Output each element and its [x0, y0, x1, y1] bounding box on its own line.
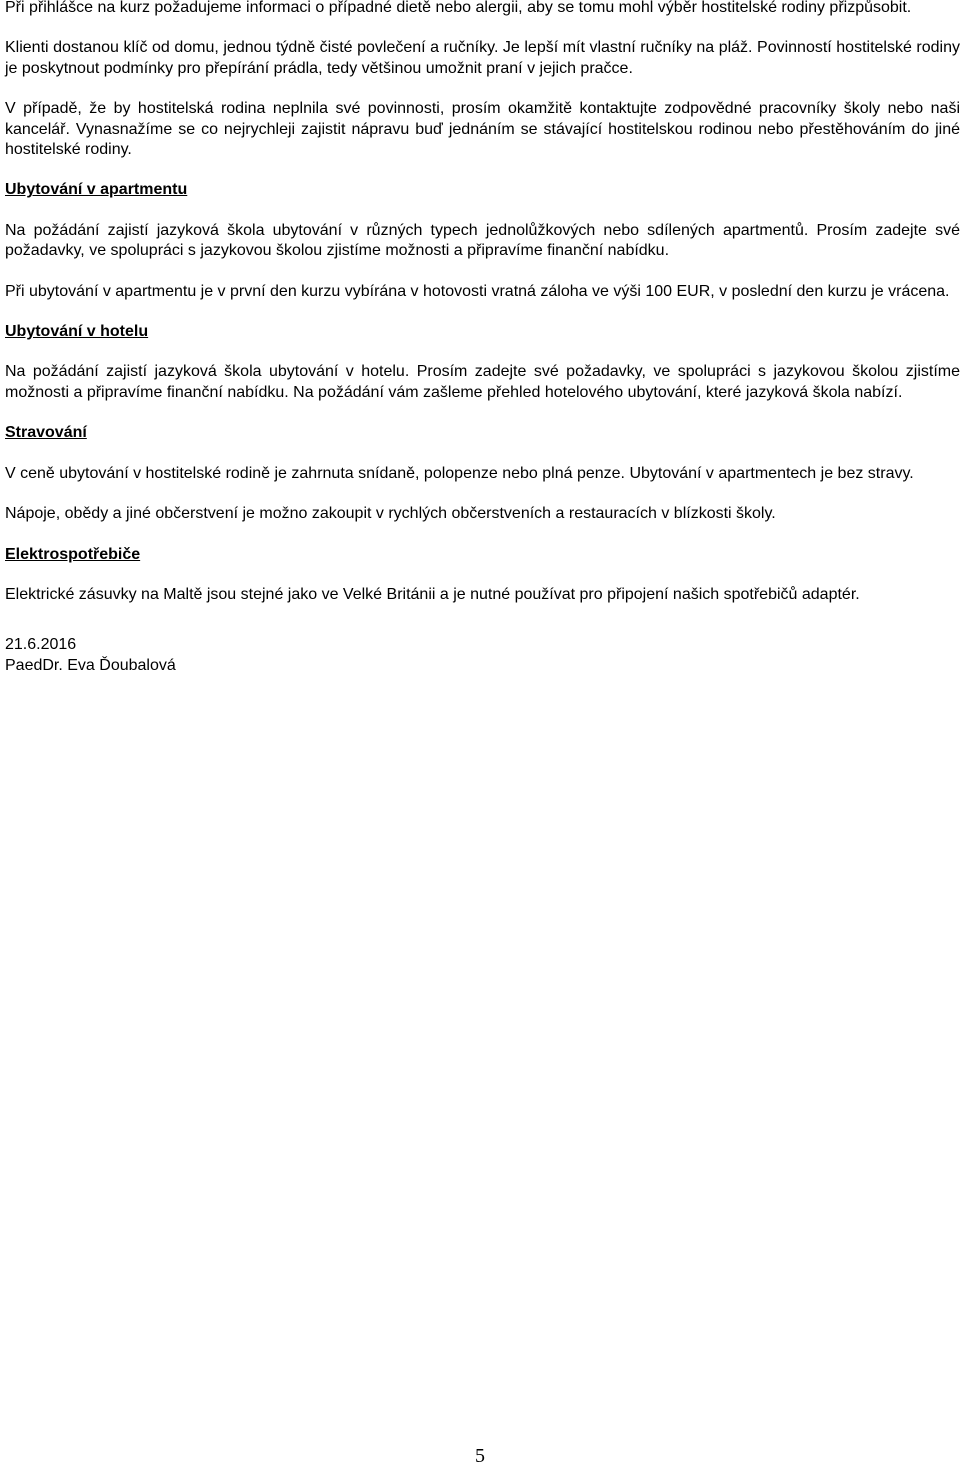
heading-electrical: Elektrospotřebiče: [5, 545, 141, 563]
paragraph-keys-linen: Klienti dostanou klíč od domu, jednou týdně čisté povlečení a ručníky. Je lepší mít vlastní ručníky na pláž. Povinností hostitelské rodiny je poskytnout podmínky pro přepírání prádla, tedy většinou umožnit praní v jejich pračce.: [5, 39, 960, 77]
signature-date: 21.6.2016: [5, 636, 77, 654]
paragraph-hotel: Na požádání zajistí jazyková škola ubytování v hotelu. Prosím zadejte své požadavky, ve spolupráci s jazykovou školou zjistíme možnosti a připravíme finanční nabídku. Na požádání vám zašleme přehled hotelového ubytování, které jazyková škola nabízí.: [5, 363, 960, 401]
paragraph-apartment-deposit: Při ubytování v apartmentu je v první den kurzu vybírána v hotovosti vratná záloha ve výši 100 EUR, v poslední den kurzu je vrácena.: [5, 282, 950, 300]
paragraph-food-included: V ceně ubytování v hostitelské rodině je zahrnuta snídaně, polopenze nebo plná penze. Ubytování v apartmentech je bez stravy.: [5, 464, 914, 482]
heading-apartment: Ubytování v apartmentu: [5, 181, 188, 199]
heading-food: Stravování: [5, 424, 87, 442]
signature-name: PaedDr. Eva Ďoubalová: [5, 656, 176, 674]
paragraph-diet: Při přihlášce na kurz požadujeme informaci o případné dietě nebo alergii, aby se tomu mohl výběr hostitelské rodiny přizpůsobit.: [5, 0, 912, 16]
paragraph-apartment-request: Na požádání zajistí jazyková škola ubytování v různých typech jednolůžkových nebo sdílených apartmentů. Prosím zadejte své požadavky, ve spolupráci s jazykovou školou zjistíme možnosti a připravíme finanční nabídku.: [5, 221, 960, 260]
heading-hotel: Ubytování v hotelu: [5, 323, 149, 341]
signature-block: [5, 635, 960, 676]
page-number: 5: [475, 1445, 485, 1467]
paragraph-electrical: Elektrické zásuvky na Maltě jsou stejné jako ve Velké Británii a je nutné používat pro připojení našich spotřebičů adaptér.: [5, 585, 860, 603]
document-body: [5, 0, 960, 676]
paragraph-host-obligations: V případě, že by hostitelská rodina neplnila své povinnosti, prosím okamžitě kontaktujte zodpovědné pracovníky školy nebo naši kancelář. Vynasnažíme se co nejrychleji zajistit nápravu buď jednáním se stávající hostitelskou rodinou nebo přestěhováním do jiné hostitelské rodiny.: [5, 100, 960, 159]
paragraph-food-options: Nápoje, obědy a jiné občerstvení je možno zakoupit v rychlých občerstveních a restauracích v blízkosti školy.: [5, 505, 776, 523]
